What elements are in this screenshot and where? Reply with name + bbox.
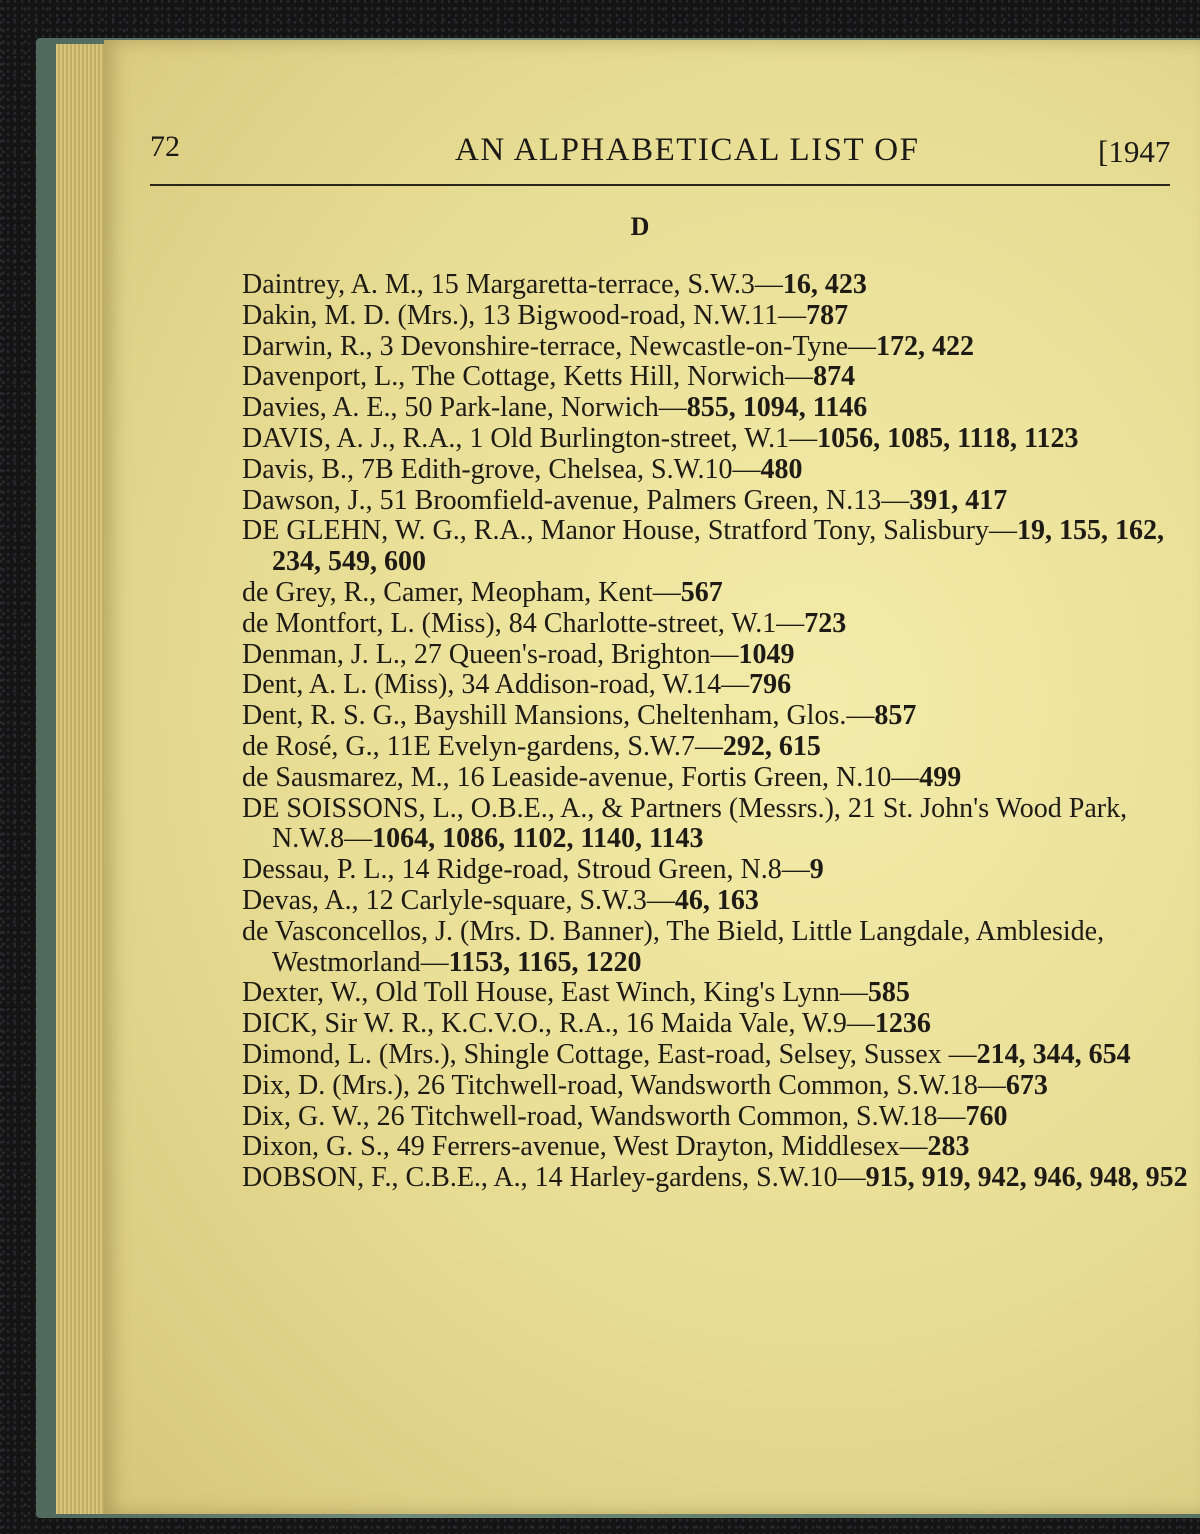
directory-entry [242,301,1192,332]
entry-name: Dimond, L. (Mrs.), [242,1038,457,1070]
entry-catalogue-numbers: 796 [749,669,792,701]
directory-entry [242,1132,1192,1163]
page-number: 72 [150,130,180,163]
entry-address: 11E Evelyn-gardens, S.W.7— [386,730,723,762]
entry-name: Davies, A. E., [242,392,398,424]
entry-name: de Grey, R., [242,576,377,608]
directory-entry [242,1102,1192,1133]
entry-catalogue-numbers: 172, 422 [876,330,975,362]
directory-entry [242,1009,1192,1040]
entry-name: Dessau, P. L., [242,854,395,886]
directory-entry [242,1071,1192,1102]
entry-catalogue-numbers: 19, 155, 162, 234, 549, 600 [272,515,1164,578]
entry-name: DOBSON, F., [242,1162,399,1194]
entry-catalogue-numbers: 292, 615 [722,730,821,762]
directory-entry [242,917,1192,979]
year-marker: [1947 [1098,134,1171,169]
entry-name: Dixon, G. S., [242,1131,390,1163]
entry-name: Dawson, J., [242,484,373,516]
directory-entry [242,455,1192,486]
entry-catalogue-numbers: 46, 163 [674,884,759,916]
entry-address: Old Toll House, East Winch, King's Lynn— [375,977,868,1009]
directory-entry [242,609,1192,640]
entry-address: 7B Edith-grove, Chelsea, S.W.10— [361,453,761,485]
directory-entry [242,978,1192,1009]
entry-catalogue-numbers: 1056, 1085, 1118, 1123 [817,422,1079,454]
header-rule [150,184,1170,186]
entry-catalogue-numbers: 1236 [874,1008,931,1040]
entry-name: de Rosé, G., [242,730,380,762]
entry-catalogue-numbers: 567 [680,576,723,608]
entry-address: 34 Addison-road, W.14— [461,669,750,701]
entry-address: 13 Bigwood-road, N.W.11— [482,299,807,331]
entry-catalogue-numbers: 673 [1005,1069,1048,1101]
directory-entry [242,670,1192,701]
entry-address: 12 Carlyle-square, S.W.3— [365,884,675,916]
entry-name: DICK, Sir W. R., [242,1008,435,1040]
entry-address: 49 Ferrers-avenue, West Drayton, Middlesex— [396,1131,928,1163]
entry-name: Dix, G. W., [242,1100,370,1132]
entry-address: 14 Ridge-road, Stroud Green, N.8— [401,854,810,886]
entry-address: 27 Queen's-road, Brighton— [413,638,739,670]
entry-address: O.B.E., A., & Partners (Messrs.), 21 St. John's Wood Park, N.W.8— [272,792,1128,855]
entry-catalogue-numbers: 787 [806,299,849,331]
entry-address: 26 Titchwell-road, Wandsworth Common, S.W.18— [417,1069,1006,1101]
entry-address: 16 Leaside-avenue, Fortis Green, N.10— [456,761,920,793]
directory-entry [242,516,1192,578]
entry-name: Dent, A. L. (Miss), [242,669,455,701]
entry-catalogue-numbers: 723 [804,607,847,639]
entry-catalogue-numbers: 760 [965,1100,1008,1132]
directory-entry [242,424,1192,455]
entry-name: Davenport, L., [242,361,406,393]
entry-catalogue-numbers: 874 [813,361,856,393]
entry-name: Daintrey, A. M., [242,269,424,300]
directory-entry [242,886,1192,917]
section-letter: D [630,212,650,241]
entry-catalogue-numbers: 214, 344, 654 [976,1038,1131,1070]
directory-entry [242,270,1192,301]
entry-address: K.C.V.O., R.A., 16 Maida Vale, W.9— [441,1008,875,1040]
entry-catalogue-numbers: 480 [760,453,803,485]
entry-address: Bayshill Mansions, Cheltenham, Glos.— [413,700,875,732]
entry-catalogue-numbers: 1064, 1086, 1102, 1140, 1143 [372,823,704,855]
entry-address: C.B.E., A., 14 Harley-gardens, S.W.10— [405,1162,866,1194]
entry-address: 84 Charlotte-street, W.1— [508,607,805,639]
entry-name: de Sausmarez, M., [242,761,450,793]
entry-name: Davis, B., [242,453,354,485]
entry-address: R.A., 1 Old Burlington-street, W.1— [402,422,818,454]
directory-entry [242,486,1192,517]
entry-address: R.A., Manor House, Stratford Tony, Salisbury— [473,515,1017,547]
directory-entry [242,332,1192,363]
directory-entry [242,701,1192,732]
entry-catalogue-numbers: 1049 [738,638,795,670]
directory-entry [242,578,1192,609]
entry-catalogue-numbers: 1153, 1165, 1220 [448,946,642,978]
entry-name: de Montfort, L. (Miss), [242,607,502,639]
entry-catalogue-numbers: 915, 919, 942, 946, 948, 952 [865,1162,1188,1194]
entry-catalogue-numbers: 499 [919,761,962,793]
directory-entry [242,1040,1192,1071]
entry-name: Dexter, W., [242,977,369,1009]
running-title: AN ALPHABETICAL LIST OF [455,132,920,168]
entry-address: 26 Titchwell-road, Wandsworth Common, S.W.18— [376,1100,966,1132]
entry-address: The Cottage, Ketts Hill, Norwich— [411,361,814,393]
entry-name: de Vasconcellos, J. [242,915,453,947]
entry-catalogue-numbers: 857 [874,700,917,732]
entry-address: 15 Margaretta-terrace, S.W.3— [430,269,783,300]
entry-address: (Mrs. D. Banner), The Bield, Little Langdale, Ambleside, Westmorland— [272,915,1105,978]
entry-name: Denman, J. L., [242,638,407,670]
directory-entry [242,855,1192,886]
directory-entry [242,732,1192,763]
directory-entry [242,640,1192,671]
entry-catalogue-numbers: 16, 423 [782,269,867,300]
entry-address: Camer, Meopham, Kent— [383,576,681,608]
entry-catalogue-numbers: 391, 417 [909,484,1008,516]
entry-address: 3 Devonshire-terrace, Newcastle-on-Tyne— [379,330,877,362]
directory-entry [242,794,1192,856]
entry-address: 50 Park-lane, Norwich— [404,392,687,424]
entry-name: DE SOISSONS, L., [242,792,464,824]
directory-entry [242,1163,1192,1194]
entry-catalogue-numbers: 855, 1094, 1146 [686,392,868,424]
entry-catalogue-numbers: 585 [867,977,910,1009]
page-header [150,130,1190,180]
directory-entry [242,763,1192,794]
entry-catalogue-numbers: 9 [809,854,824,886]
entry-name: Darwin, R., [242,330,373,362]
directory-entry [242,362,1192,393]
entry-name: Devas, A., [242,884,359,916]
entry-address: Shingle Cottage, East-road, Selsey, Sussex — [463,1038,977,1070]
entry-address: 51 Broomfield-avenue, Palmers Green, N.13— [379,484,910,516]
entry-name: Dakin, M. D. (Mrs.), [242,299,476,331]
entry-name: Dix, D. (Mrs.), [242,1069,410,1101]
directory-entry [242,393,1192,424]
entry-name: DAVIS, A. J., [242,422,396,454]
entry-name: DE GLEHN, W. G., [242,515,467,547]
entry-list [242,270,1192,1194]
entry-catalogue-numbers: 283 [927,1131,970,1163]
entry-name: Dent, R. S. G., [242,700,407,732]
